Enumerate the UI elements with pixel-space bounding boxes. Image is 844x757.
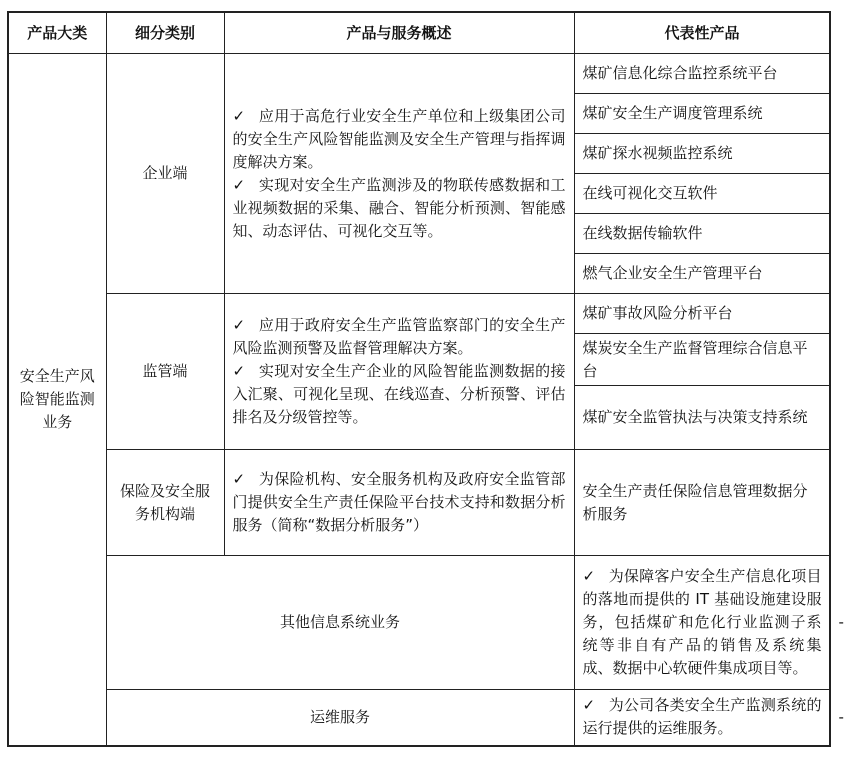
product-cell: 煤炭安全生产监督管理综合信息平台 bbox=[574, 334, 830, 386]
desc-regulator bbox=[224, 294, 574, 450]
check-icon: ✓ bbox=[232, 175, 246, 194]
desc-insurance-item: ✓ 为保险机构、安全服务机构及政府安全监管部门提供安全生产责任保险平台技术支持和数据分析服务（简称“数据分析服务”） bbox=[232, 470, 566, 534]
desc-ops bbox=[574, 690, 830, 746]
desc-other bbox=[574, 556, 830, 690]
desc-other-item: ✓ 为保障客户安全生产信息化项目的落地而提供的 IT 基础设施建设服务，包括煤矿和危化行业监测子系统等非自有产品的销售及系统集成、数据中心软硬件集成项目等。 bbox=[582, 567, 822, 677]
check-icon: ✓ bbox=[232, 316, 246, 334]
product-cell: 燃气企业安全生产管理平台 bbox=[574, 254, 830, 294]
header-products: 代表性产品 bbox=[574, 12, 830, 54]
category-safety: 安全生产风险智能监测业务 bbox=[19, 366, 95, 431]
product-cell: 煤矿信息化综合监控系统平台 bbox=[574, 54, 830, 94]
header-subcategory: 细分类别 bbox=[106, 12, 224, 54]
subcategory-regulator: 监管端 bbox=[106, 294, 224, 450]
subcategory-enterprise: 企业端 bbox=[106, 54, 224, 294]
check-icon: ✓ bbox=[232, 470, 246, 488]
product-cell: 煤矿探水视频监控系统 bbox=[574, 134, 830, 174]
category-ops: 运维服务 bbox=[106, 690, 574, 746]
desc-regulator-item-1: ✓ 应用于政府安全生产监管监察部门的安全生产风险监测预警及监督管理解决方案。 bbox=[232, 316, 566, 357]
header-category: 产品大类 bbox=[8, 12, 106, 54]
check-icon: ✓ bbox=[232, 106, 246, 125]
product-cell: 在线数据传输软件 bbox=[574, 214, 830, 254]
desc-enterprise bbox=[224, 54, 574, 294]
check-icon: ✓ bbox=[582, 567, 596, 585]
subcategory-insurance: 保险及安全服务机构端 bbox=[106, 450, 224, 556]
check-icon: ✓ bbox=[582, 696, 596, 715]
business-table: 产品大类 细分类别 产品与服务概述 代表性产品 安全生产风险智能监测业务 企业端 ✓ 应用于高危行业安全生产单位和上级集团公司的安全生产风险智能监测及安全生产管理与指挥调度解决方案。 ✓ 实现对安全生产监测涉及的物联传感数据和工业视频数据的采集、融合、智能分析预测、智能感知、动态评估、可视化交互等。 煤矿信息化综合监控系统平台 煤矿安全生产调度管理系统 煤矿探水视频监控系统 在线可视化交互软件 在线数据传输软件 燃气企业安全生产管理平台 监管端 ✓ 应用于政府安全生产监管监察部门的安全生产风险监测预警及监督管理解决方案。 ✓ 实现对安全生产企业的风险智能监测数据的接入汇聚、可视化呈现、在线巡查、分析预警、评估排名及分级管控等。 煤矿事故风险分析平台 煤炭安全生产监督管理综合信息平台 煤矿安全监管执法与决策支持系统 保险及安全服务机构端 ✓ 为保险机构、安全服务机构及政府安全监管部门提供安全生产责任保险平台技术支持和数据分析服务（简称“数据分析服务”） 安全生产责任保险信息管理数据分析服务 其他信息系统业务 ✓ 为保障客户安全生产信息化项目的落地而提供的 IT 基础设施建设服务，包括煤矿和危化行业监测子系统等非自有产品的销售及系统集成、数据中心软硬件集成项目等。 - 运维服务 ✓ 为公司各类安全生产监测系统的运行提供的运维服务。 - bbox=[7, 11, 831, 747]
category-other: 其他信息系统业务 bbox=[106, 556, 574, 690]
header-overview: 产品与服务概述 bbox=[224, 12, 574, 54]
desc-enterprise-item-2: ✓ 实现对安全生产监测涉及的物联传感数据和工业视频数据的采集、融合、智能分析预测、智能感知、动态评估、可视化交互等。 bbox=[232, 175, 566, 240]
category-safety-cell bbox=[8, 54, 106, 746]
product-cell: 煤矿安全监管执法与决策支持系统 bbox=[574, 386, 830, 450]
desc-insurance bbox=[224, 450, 574, 556]
product-cell: 煤矿事故风险分析平台 bbox=[574, 294, 830, 334]
desc-regulator-item-2: ✓ 实现对安全生产企业的风险智能监测数据的接入汇聚、可视化呈现、在线巡查、分析预警、评估排名及分级管控等。 bbox=[232, 362, 566, 426]
desc-enterprise-item-1: ✓ 应用于高危行业安全生产单位和上级集团公司的安全生产风险智能监测及安全生产管理与指挥调度解决方案。 bbox=[232, 106, 566, 171]
product-cell: 煤矿安全生产调度管理系统 bbox=[574, 94, 830, 134]
product-cell: 在线可视化交互软件 bbox=[574, 174, 830, 214]
product-cell: 安全生产责任保险信息管理数据分析服务 bbox=[574, 450, 830, 556]
check-icon: ✓ bbox=[232, 362, 246, 380]
desc-ops-item: ✓ 为公司各类安全生产监测系统的运行提供的运维服务。 bbox=[582, 696, 822, 738]
header-row bbox=[8, 12, 830, 54]
